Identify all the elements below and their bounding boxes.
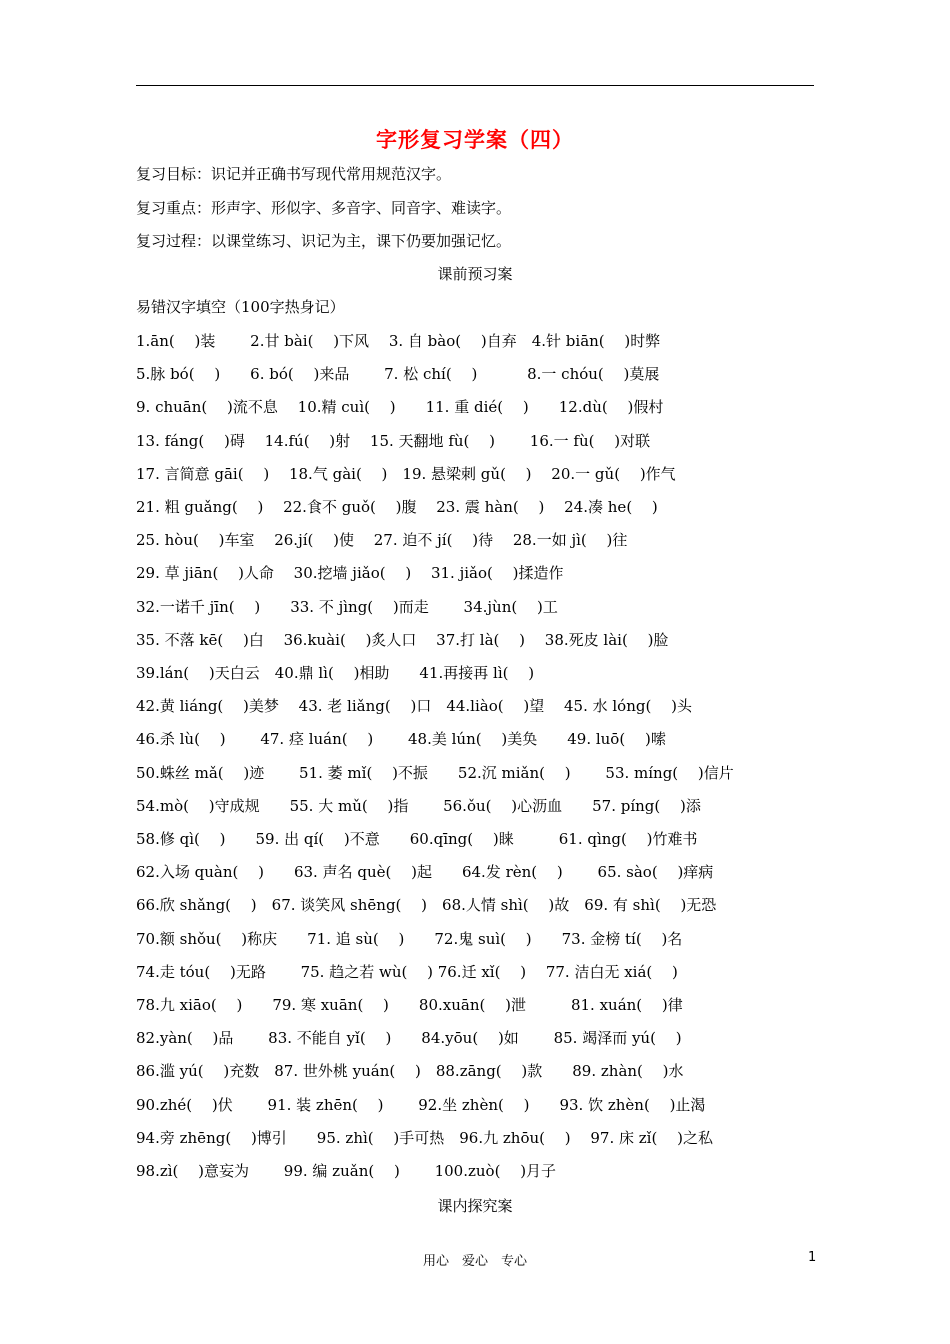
- section-inclass-heading: 课内探究案: [437, 1197, 513, 1215]
- exercise-line: 66.欣 shǎng( ) 67. 谈笑风 shēng( ) 68.人情 shì( )故 69. 有 shì( )无恐: [136, 896, 717, 915]
- review-focus: 复习重点：形声字、形似字、多音字、同音字、难读字。: [136, 199, 512, 217]
- exercise-line: 17. 言简意 gāi( ) 18.气 gài( ) 19. 悬梁刺 gǔ( ) 20.一 gǔ( )作气: [136, 464, 676, 483]
- exercise-line: 82.yàn( )品 83. 不能自 yǐ( ) 84.yōu( )如 85. 竭泽而 yú( ): [136, 1029, 682, 1048]
- exercise-line: 39.lán( )天白云 40.鼎 lì( )相助 41.再接再 lì( ): [136, 664, 535, 682]
- exercise-line: 32.一诺千 jīn( ) 33. 不 jìng( )而走 34.jùn( )工: [136, 597, 558, 616]
- page-number: 1: [808, 1250, 817, 1265]
- exercise-line: 35. 不落 kē( )白 36.kuài( )炙人口 37.打 là( ) 38.死皮 lài( )脸: [136, 630, 669, 649]
- exercise-heading: 易错汉字填空（100字热身记）: [136, 298, 345, 316]
- exercise-line: 98.zì( )意妄为 99. 编 zuǎn( ) 100.zuò( )月子: [136, 1162, 557, 1180]
- exercise-line: 1.ān( )装 2.甘 bài( )下风 3. 自 bào( )自弃 4.针 biān( )时弊: [136, 332, 661, 350]
- header-rule: [136, 85, 814, 86]
- review-process: 复习过程：以课堂练习、识记为主，课下仍要加强记忆。: [136, 232, 512, 250]
- exercise-line: 21. 粗 guǎng( ) 22.食不 guǒ( )腹 23. 震 hàn( ) 24.凑 he( ): [136, 498, 658, 516]
- exercise-line: 42.黄 liáng( )美梦 43. 老 liǎng( )口 44.liào( )望 45. 水 lóng( )头: [136, 697, 692, 716]
- exercise-line: 5.脉 bó( ) 6. bó( )来品 7. 松 chí( ) 8.一 chóu( )莫展: [136, 365, 660, 384]
- exercise-line: 9. chuān( )流不息 10.精 cuì( ) 11. 重 dié( ) 12.dù( )假村: [136, 398, 664, 417]
- exercise-line: 13. fáng( )碍 14.fú( )射 15. 天翻地 fù( ) 16.一 fù( )对联: [136, 431, 651, 450]
- review-goal: 复习目标：识记并正确书写现代常用规范汉字。: [136, 165, 452, 183]
- exercise-line: 74.走 tóu( )无路 75. 趋之若 wù( ) 76.迁 xǐ( ) 77. 洁白无 xiá( ): [136, 962, 678, 981]
- page-footer: 用心 爱心 专心: [422, 1254, 527, 1269]
- exercise-line: 54.mò( )守成规 55. 大 mǔ( )指 56.ǒu( )心沥血 57. píng( )添: [136, 796, 701, 815]
- exercise-line: 58.修 qì( ) 59. 出 qí( )不意 60.qīng( )睐 61. qìng( )竹难书: [136, 830, 698, 848]
- exercise-line: 94.旁 zhēng( )博引 95. zhì( )手可热 96.九 zhōu( ) 97. 床 zǐ( )之私: [136, 1128, 713, 1147]
- exercise-line: 25. hòu( )车室 26.jí( )使 27. 迫不 jí( )待 28.一如 jì( )往: [136, 531, 628, 550]
- exercise-line: 90.zhé( )伏 91. 装 zhēn( ) 92.坐 zhèn( ) 93. 饮 zhèn( )止渴: [136, 1095, 706, 1114]
- exercise-line: 29. 草 jiān( )人命 30.挖墙 jiǎo( ) 31. jiǎo( )揉造作: [136, 564, 564, 583]
- exercise-line: 70.额 shǒu( )称庆 71. 追 sù( ) 72.鬼 suì( ) 73. 金榜 tí( )名: [136, 929, 683, 948]
- exercise-line: 78.九 xiāo( ) 79. 寒 xuān( ) 80.xuān( )泄 81. xuán( )律: [136, 996, 683, 1014]
- exercise-line: 86.滥 yú( )充数 87. 世外桃 yuán( ) 88.zāng( )款 89. zhàn( )水: [136, 1062, 684, 1081]
- page-title: 字形复习学案（四）: [376, 127, 574, 152]
- exercise-line: 46.杀 lù( ) 47. 痉 luán( ) 48.美 lún( )美奂 49. luō( )嗦: [136, 730, 666, 749]
- section-preview-heading: 课前预习案: [437, 265, 513, 283]
- exercise-line: 62.入场 quàn( ) 63. 声名 què( )起 64.发 rèn( ) 65. sào( )痒病: [136, 863, 714, 882]
- exercise-line: 50.蛛丝 mǎ( )迹 51. 萎 mǐ( )不振 52.沉 miǎn( ) 53. míng( )信片: [136, 763, 734, 782]
